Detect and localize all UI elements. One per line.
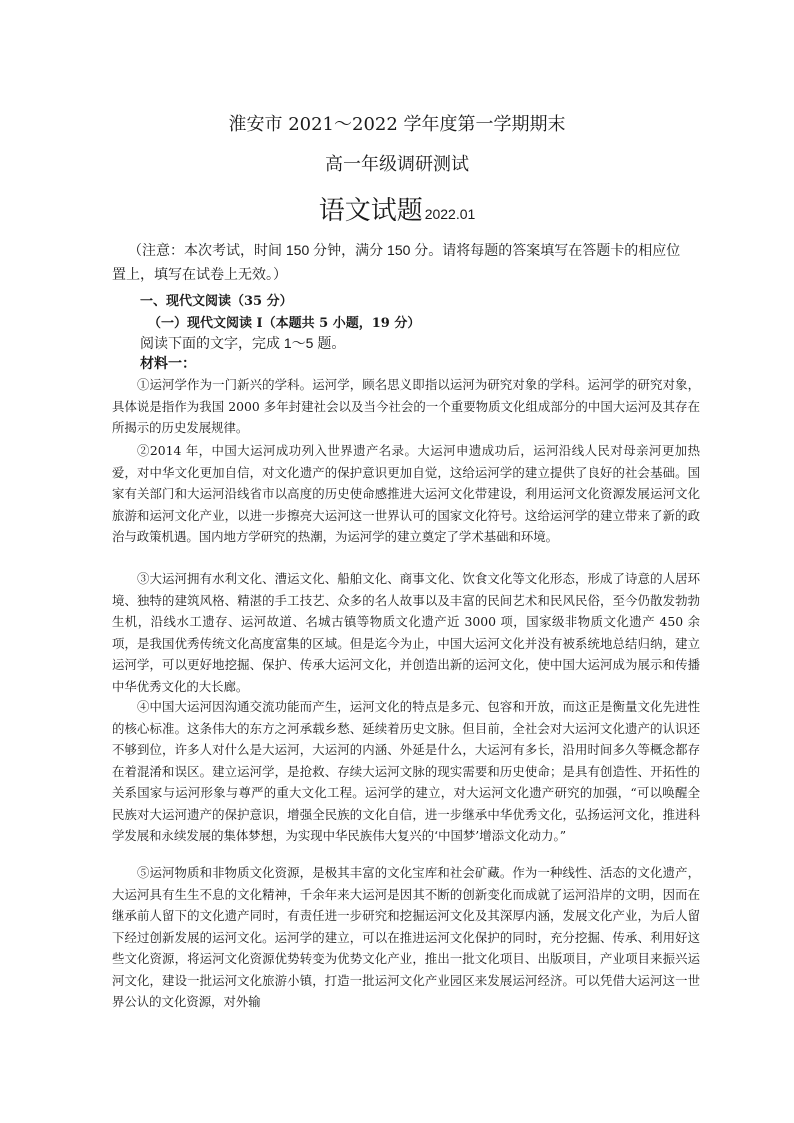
exam-header-line1: 淮安市 2021～2022 学年度第一学期期末 [228, 114, 566, 135]
paragraph-3: ③大运河拥有水利文化、漕运文化、船舶文化、商事文化、饮食文化等文化形态，形成了诗意的人居环境、独特的建筑风格、精湛的手工技艺、众多的名人故事以及丰富的民间艺术和民风民俗，至今仍散发勃勃生机，沿线水工遗存、运河故道、名城古镇等物质文化遗产近 3000 项，国家级非物质文化遗产 450 余项，是我国优秀传统文化高度富集的区域。但是迄今为止，中国大运河文化并没有被系统地总结归纳，建立运河学，可以更好地挖掘、保护、传承大运河文化，并创造出新的运河文化，使中国大运河成为展示和传播中华优秀文化的大长廊。 [112, 571, 700, 694]
exam-title-text: 语文试题 [318, 196, 423, 226]
subsection-heading: （一）现代文阅读 I（本题共 5 小题，19 分） [148, 316, 421, 331]
paragraph-4: ④中国大运河因沟通交流功能而产生，运河文化的特点是多元、包容和开放，而这正是衡量文化先进性的核心标准。这条伟大的东方之河承载乡愁、延续着历史文脉。但目前，全社会对大运河文化遗产的认识还不够到位，许多人对什么是大运河，大运河的内涵、外延是什么，大运河有多长，沿用时间多久等概念都存在着混淆和误区。建立运河学，是抢救、存续大运河文脉的现实需要和历史使命；是具有创造性、开拓性的关系国家与运河形象与尊严的重大文化工程。运河学的建立，对大运河文化遗产研究的加强，“可以唤醒全民族对大运河遗产的保护意识，增强全民族的文化自信，进一步继承中华优秀文化，弘扬运河文化，推进科学发展和永续发展的集体梦想，为实现中华民族伟大复兴的‘中国梦’增添文化动力。” [112, 699, 700, 843]
section-heading: 一、现代文阅读（35 分） [140, 294, 293, 309]
paragraph-5: ⑤运河物质和非物质文化资源，是极其丰富的文化宝库和社会矿藏。作为一种线性、活态的文化遗产，大运河具有生生不息的文化精神，千余年来大运河是因其不断的创新变化而成就了运河沿岸的文明，因而在继承前人留下的文化遗产同时，有责任进一步研究和挖掘运河文化及其深厚内涵，发展文化产业，为后人留下经过创新发展的运河文化。运河学的建立，可以在推进运河文化保护的同时，充分挖掘、传承、利用好这些文化资源，将运河文化资源优势转变为优势文化产业，推出一批文化项目、出版项目，产业项目来振兴运河文化，建设一批运河文化旅游小镇，打造一批运河文化产业园区来发展运河经济。可以凭借大运河这一世界公认的文化资源，对外输 [112, 865, 700, 1009]
material-label: 材料一： [140, 356, 196, 372]
exam-header-line2: 高一年级调研测试 [325, 154, 469, 175]
exam-date: 2022.01 [424, 206, 476, 222]
exam-title [0, 190, 794, 227]
exam-notice: （注意：本次考试，时间 150 分钟，满分 150 分。请将每题的答案填写在答题卡的相应位置上，填写在试卷上无效。） [112, 242, 681, 282]
reading-instruction: 阅读下面的文字，完成 1～5 题。 [140, 335, 346, 351]
paragraph-1: ①运河学作为一门新兴的学科。运河学，顾名思义即指以运河为研究对象的学科。运河学的研究对象，具体说是指作为我国 2000 多年封建社会以及当今社会的一个重要物质文化组成部分的中国大运河及其存在所揭示的历史发展规律。 [112, 377, 700, 435]
paragraph-2: ②2014 年，中国大运河成功列入世界遗产名录。大运河申遗成功后，运河沿线人民对母亲河更加热爱，对中华文化更加自信，对文化遗产的保护意识更加自觉，这给运河学的建立提供了良好的社会基础。国家有关部门和大运河沿线省市以高度的历史使命感推进大运河文化带建设，利用运河文化资源发展运河文化旅游和运河文化产业，以进一步擦亮大运河这一世界认可的国家文化符号。这给运河学的建立带来了新的政治与政策机遇。国内地方学研究的热潮，为运河学的建立奠定了学术基础和环境。 [112, 443, 700, 544]
